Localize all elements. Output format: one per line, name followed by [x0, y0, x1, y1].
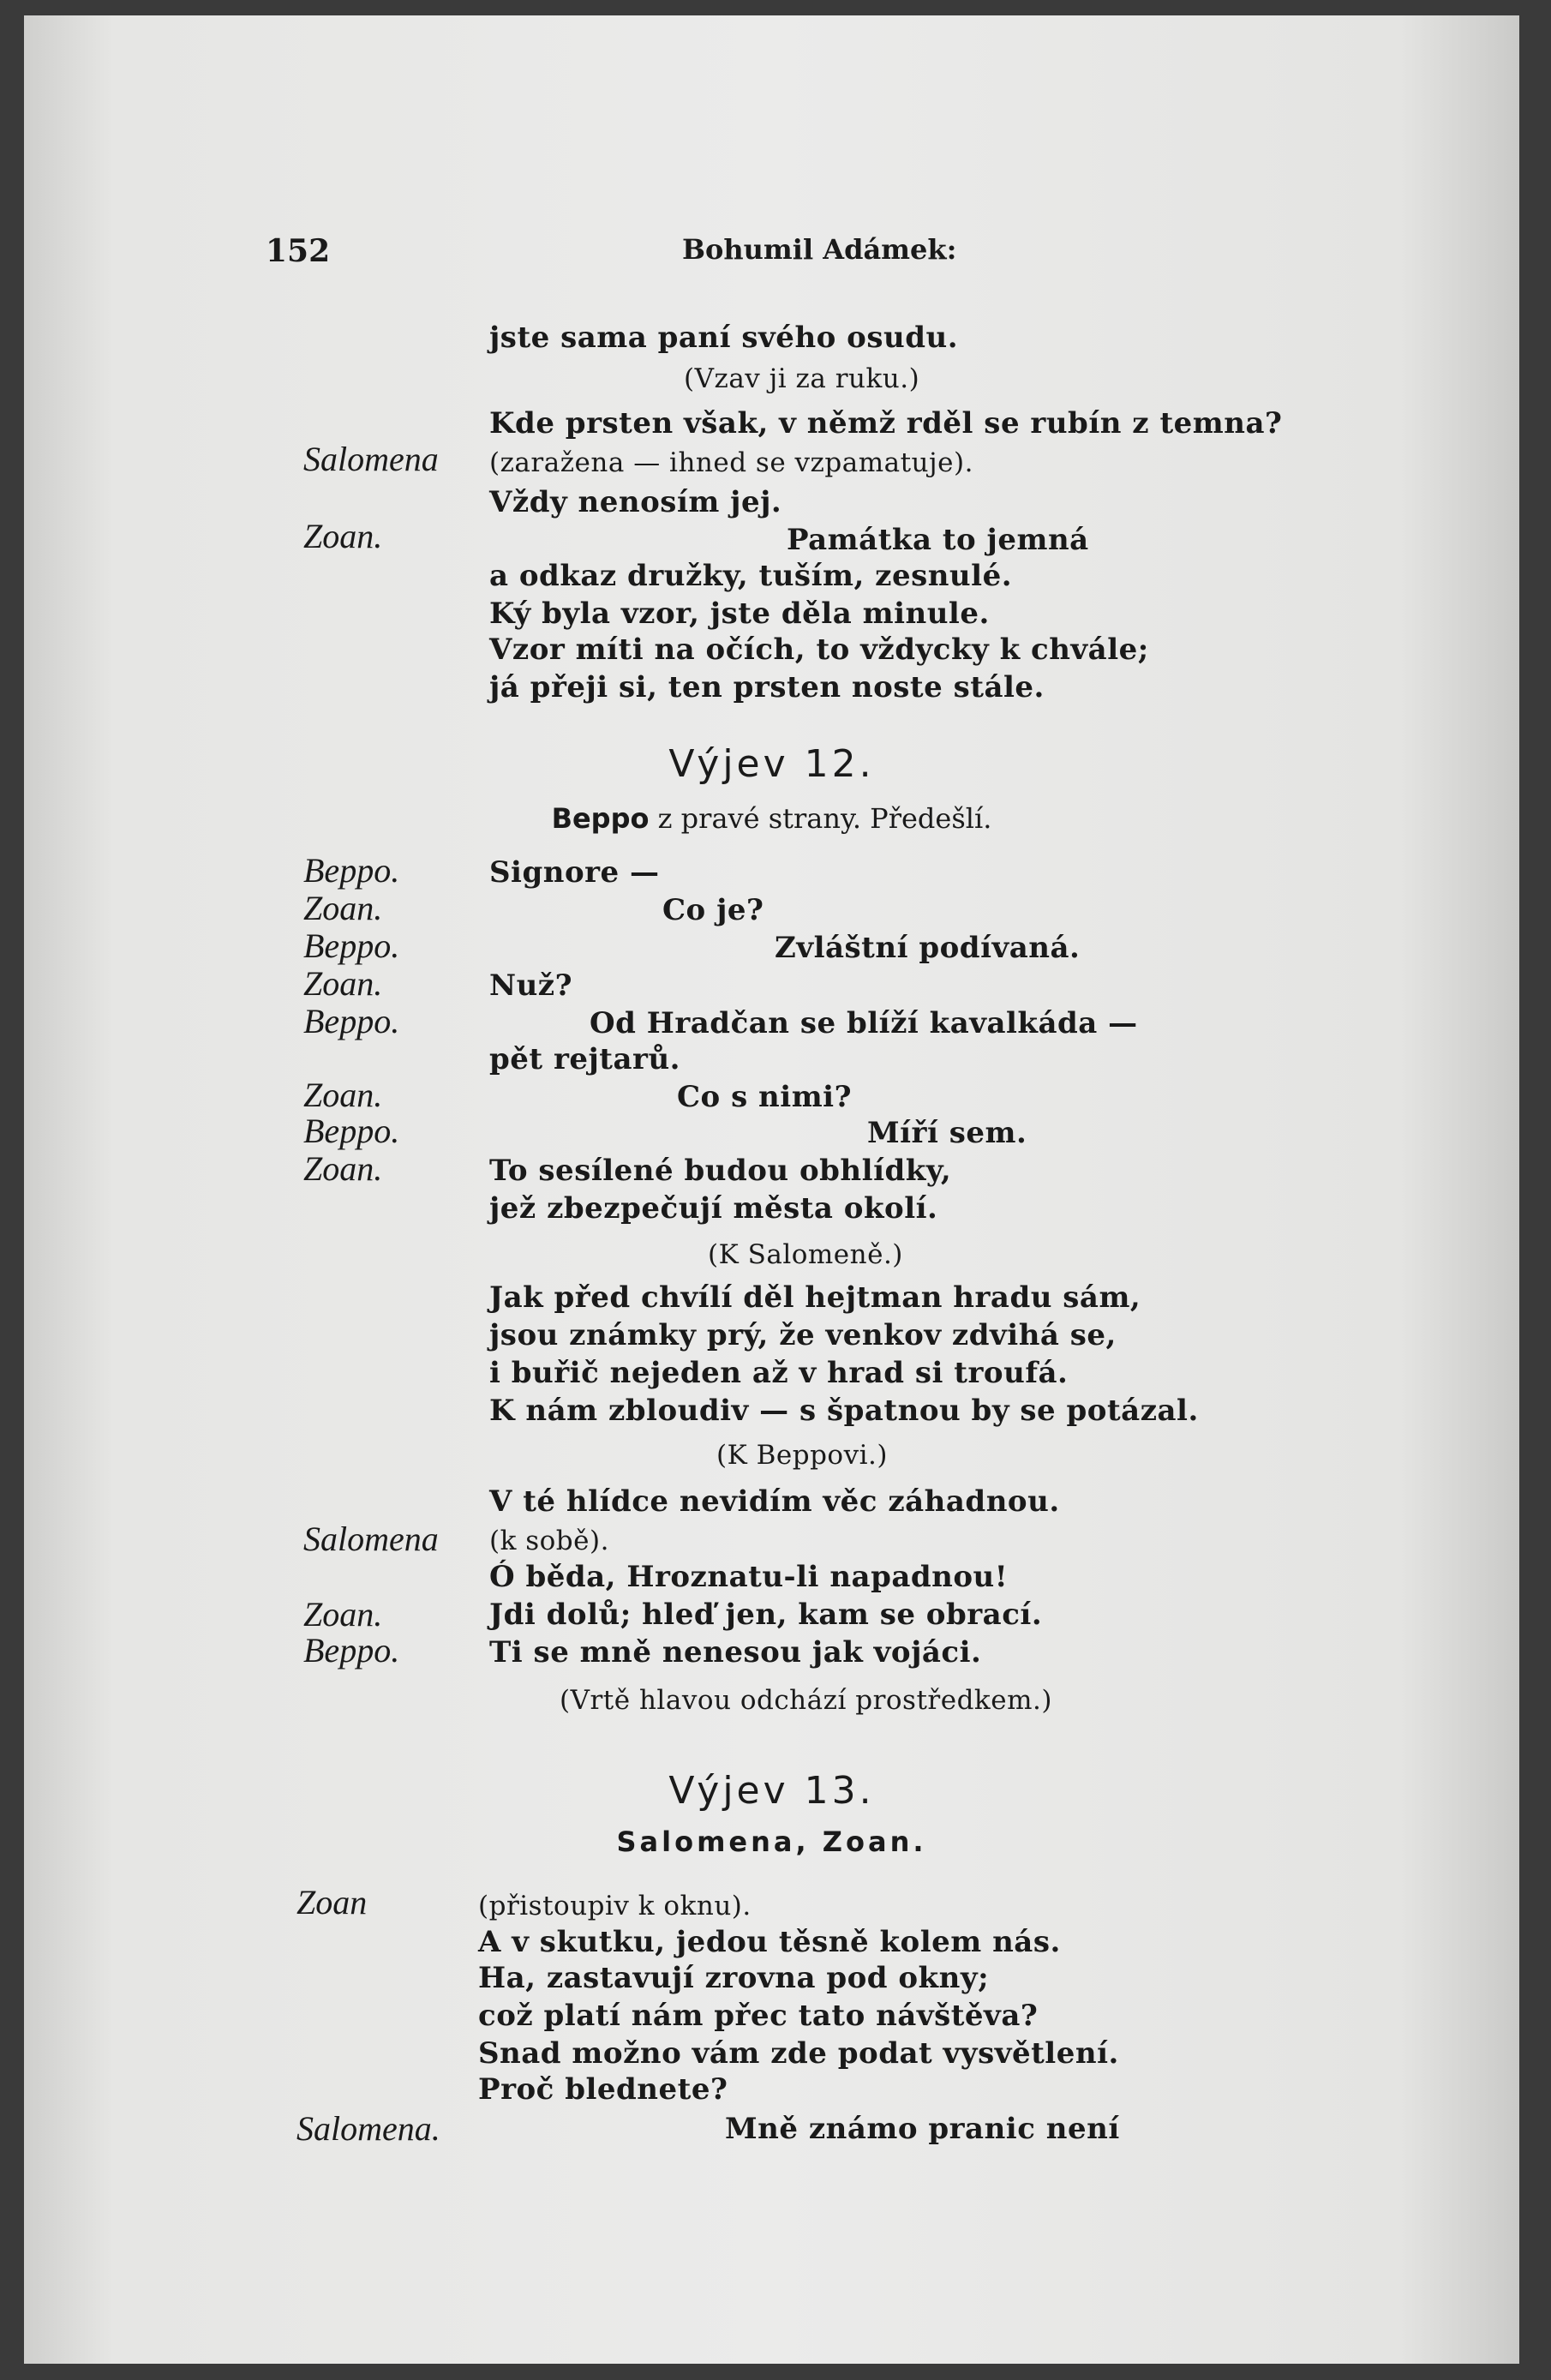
verse-line: Snad možno vám zde podat vysvětlení.	[478, 2036, 1119, 2071]
speaker-beppo: Beppo.	[303, 1112, 400, 1150]
stage-direction: (K Beppovi.)	[716, 1440, 888, 1471]
verse-line: Mně známo pranic není	[725, 2112, 1120, 2146]
verse-line: i buřič nejeden až v hrad si troufá.	[489, 1356, 1069, 1390]
verse-line: a odkaz družky, tuším, zesnulé.	[489, 559, 1013, 593]
verse-line: Ti se mně nenesou jak vojáci.	[489, 1635, 982, 1670]
stage-direction: (přistoupiv k oknu).	[478, 1891, 752, 1921]
verse-line: jsou známky prý, že venkov zdvihá se,	[489, 1318, 1117, 1352]
cast-rest: z pravé strany. Předešlí.	[649, 802, 992, 835]
verse-line: Nuž?	[489, 968, 573, 1003]
verse-line: Jak před chvílí děl hejtman hradu sám,	[489, 1280, 1141, 1315]
verse-line: Ó běda, Hroznatu-li napadnou!	[489, 1560, 1009, 1594]
page-number: 152	[266, 233, 331, 269]
verse-line: V té hlídce nevidím věc záhadnou.	[489, 1484, 1060, 1519]
speaker-salomena: Salomena	[303, 1520, 439, 1558]
verse-line: pět rejtarů.	[489, 1042, 680, 1076]
speaker-zoan: Zoan	[296, 1883, 368, 1921]
verse-line: Proč blednete?	[478, 2072, 728, 2107]
page-header	[24, 233, 1519, 276]
speaker-zoan: Zoan.	[303, 517, 383, 555]
verse-line: jste sama paní svého osudu.	[489, 321, 959, 355]
verse-line: K nám zbloudiv — s špatnou by se potázal.	[489, 1394, 1199, 1428]
stage-direction: (Vrtě hlavou odchází prostředkem.)	[560, 1685, 1052, 1716]
speaker-beppo: Beppo.	[303, 926, 400, 965]
speaker-zoan: Zoan.	[303, 964, 383, 1003]
scene-13-title: Výjev 13.	[668, 1769, 875, 1813]
speaker-beppo: Beppo.	[303, 1002, 400, 1040]
verse-line: já přeji si, ten prsten noste stále.	[489, 670, 1045, 704]
stage-direction: (Vzav ji za ruku.)	[684, 363, 920, 394]
verse-line: což platí nám přec tato návštěva?	[478, 1999, 1039, 2033]
verse-line: Míří sem.	[867, 1116, 1027, 1150]
verse-line: Kde prsten však, v němž rděl se rubín z temna?	[489, 406, 1283, 441]
stage-direction: (k sobě).	[489, 1526, 609, 1556]
verse-line: Zvláštní podívaná.	[775, 931, 1081, 965]
stage-direction: (K Salomeně.)	[708, 1239, 903, 1270]
verse-line: Ha, zastavují zrovna pod okny;	[478, 1961, 990, 1995]
verse-line: Od Hradčan se blíží kavalkáda —	[590, 1006, 1138, 1040]
book-page	[24, 15, 1519, 2364]
speaker-zoan: Zoan.	[303, 1076, 383, 1114]
speaker-salomena: Salomena	[303, 440, 439, 478]
verse-line: Signore —	[489, 855, 660, 890]
verse-line: jež zbezpečují města okolí.	[489, 1191, 938, 1226]
verse-line: Vzor míti na očích, to vždycky k chvále;	[489, 632, 1149, 667]
verse-line: To sesílené budou obhlídky,	[489, 1154, 952, 1188]
speaker-salomena: Salomena.	[296, 2109, 440, 2148]
speaker-beppo: Beppo.	[303, 851, 400, 890]
cast-lead: Beppo	[551, 802, 650, 835]
scene-12-cast	[24, 802, 1519, 835]
speaker-beppo: Beppo.	[303, 1631, 400, 1670]
speaker-zoan: Zoan.	[303, 1149, 383, 1188]
verse-line: Vždy nenosím jej.	[489, 485, 782, 519]
verse-line: Ký byla vzor, jste děla minule.	[489, 596, 990, 631]
scene-13-cast	[24, 1825, 1519, 1858]
verse-line: Co s nimi?	[677, 1080, 853, 1114]
running-title: Bohumil Adámek:	[682, 233, 957, 266]
scene-12-title: Výjev 12.	[668, 742, 875, 786]
verse-line: A v skutku, jedou těsně kolem nás.	[478, 1925, 1061, 1959]
speaker-zoan: Zoan.	[303, 1595, 383, 1634]
speaker-zoan: Zoan.	[303, 889, 383, 927]
verse-line: Jdi dolů; hleď jen, kam se obrací.	[489, 1598, 1043, 1632]
stage-direction: (zaražena — ihned se vzpamatuje).	[489, 447, 973, 478]
verse-line: Co je?	[662, 893, 764, 927]
verse-line: Památka to jemná	[787, 523, 1089, 557]
cast-names: Salomena, Zoan.	[616, 1825, 927, 1858]
